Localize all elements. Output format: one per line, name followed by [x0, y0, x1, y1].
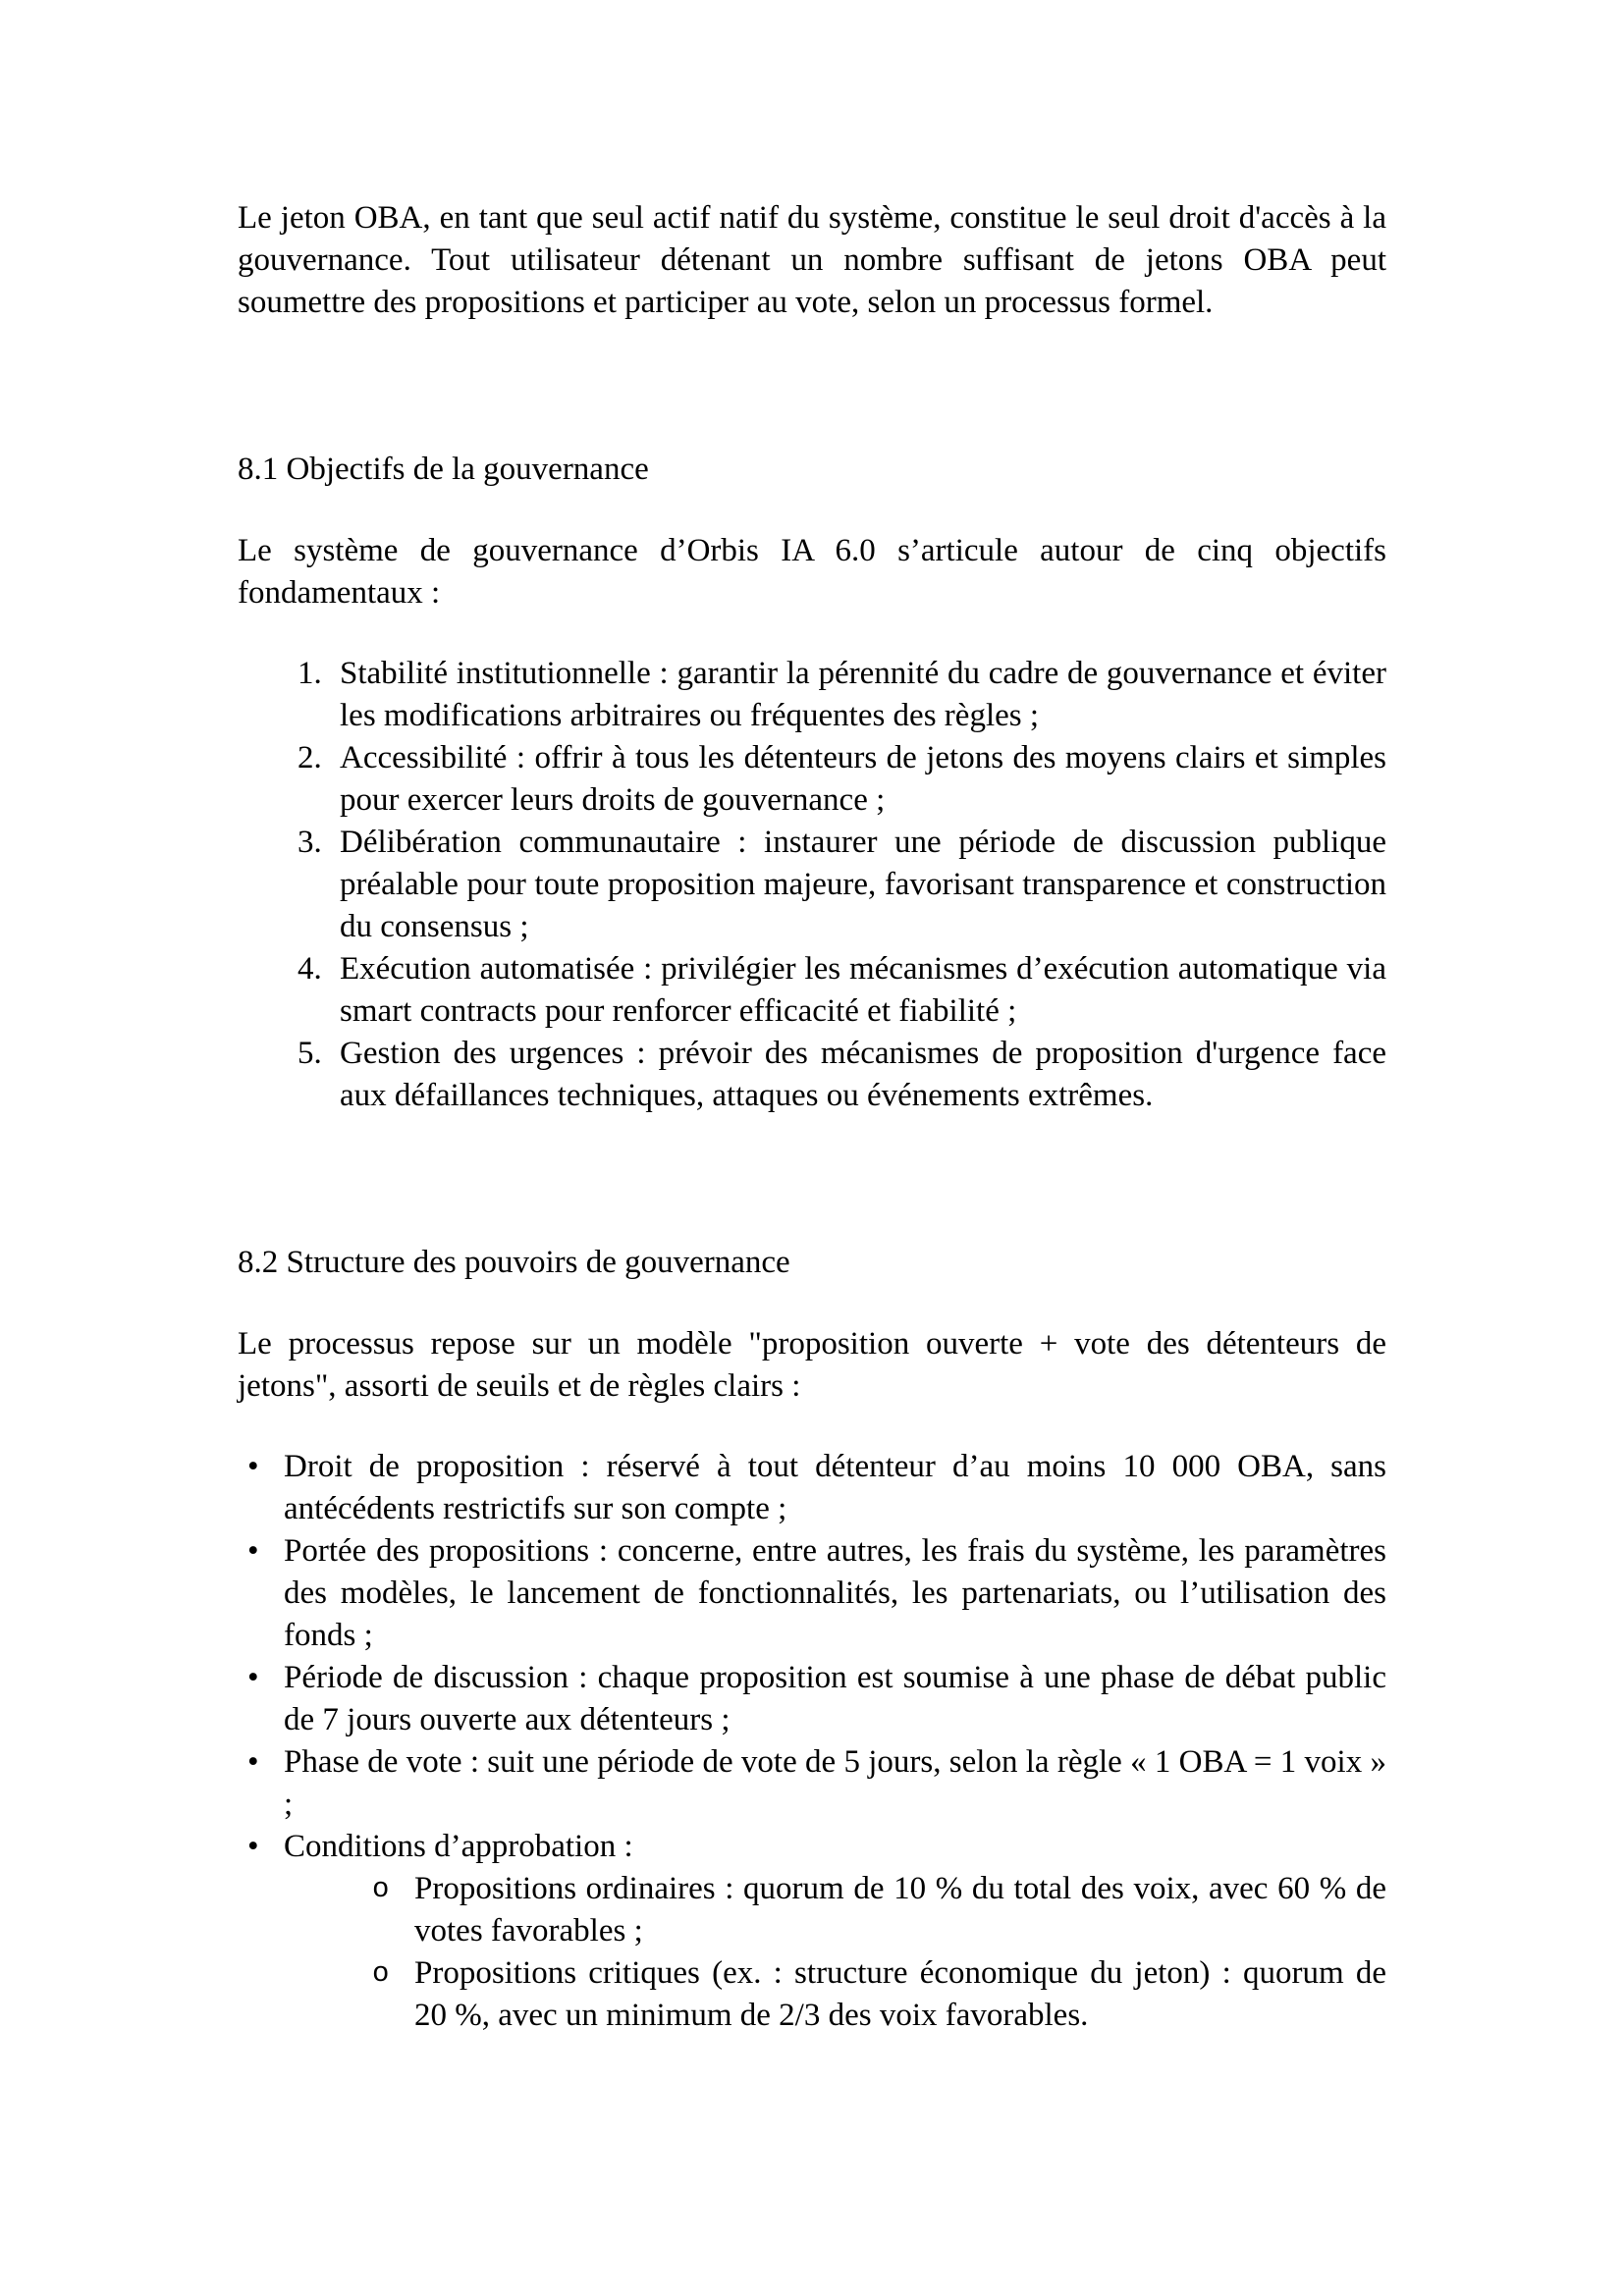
page-content	[238, 197, 1386, 2037]
list-item-text: Accessibilité : offrir à tous les détenteurs de jetons des moyens clairs et simples pour exercer leurs droits de gouvernance ;	[340, 740, 1386, 818]
list-item-text: Délibération communautaire : instaurer une période de discussion publique préalable pour toute proposition majeure, favorisant transparence et construction du consensus ;	[340, 825, 1386, 944]
list-item-text: Propositions critiques (ex. : structure économique du jeton) : quorum de 20 %, avec un minimum de 2/3 des voix favorables.	[414, 1955, 1386, 2033]
list-number: 1.	[298, 656, 322, 691]
list-item	[238, 948, 1386, 1033]
list-item	[238, 1657, 1386, 1741]
list-item-text: Gestion des urgences : prévoir des mécanismes de proposition d'urgence face aux défaillances techniques, attaques ou événements extrêmes.	[340, 1036, 1386, 1113]
bullet-icon: •	[247, 1449, 259, 1484]
list-item	[238, 1033, 1386, 1117]
list-item-text: Période de discussion : chaque proposition est soumise à une phase de débat public de 7 jours ouverte aux détenteurs ;	[284, 1660, 1386, 1737]
bullet-icon: •	[247, 1829, 259, 1864]
list-item	[238, 1446, 1386, 1530]
bullet-icon: •	[247, 1744, 259, 1780]
list-item-text: Phase de vote : suit une période de vote de 5 jours, selon la règle « 1 OBA = 1 voix » ;	[284, 1744, 1386, 1822]
sub-bullet-icon: o	[372, 1957, 390, 1990]
list-number: 3.	[298, 825, 322, 860]
section-8-2-intro: Le processus repose sur un modèle "proposition ouverte + vote des détenteurs de jetons", assorti de seuils et de règles clairs :	[238, 1326, 1386, 1404]
list-item-text: Propositions ordinaires : quorum de 10 % du total des voix, avec 60 % de votes favorables ;	[414, 1871, 1386, 1949]
list-number: 5.	[298, 1036, 322, 1071]
list-item	[238, 1826, 1386, 1868]
list-item-text: Conditions d’approbation :	[284, 1829, 633, 1864]
numbered-list-objectives	[238, 653, 1386, 1117]
section-heading-8-2: 8.2 Structure des pouvoirs de gouvernance	[238, 1245, 790, 1280]
bullet-icon: •	[247, 1660, 259, 1695]
sub-bullet-icon: o	[372, 1873, 390, 1905]
intro-paragraph: Le jeton OBA, en tant que seul actif natif du système, constitue le seul droit d'accès à la gouvernance. Tout utilisateur détenant un nombre suffisant de jetons OBA peut soumettre des propositions et participer au vote, selon un processus formel.	[238, 200, 1386, 320]
list-item	[238, 737, 1386, 822]
section-heading-8-1: 8.1 Objectifs de la gouvernance	[238, 452, 649, 487]
list-item-text: Stabilité institutionnelle : garantir la pérennité du cadre de gouvernance et éviter les modifications arbitraires ou fréquentes des règles ;	[340, 656, 1386, 733]
list-number: 2.	[298, 740, 322, 775]
section-8-1-intro: Le système de gouvernance d’Orbis IA 6.0 s’articule autour de cinq objectifs fondamentaux :	[238, 533, 1386, 611]
list-item	[238, 653, 1386, 737]
list-item	[238, 1530, 1386, 1657]
sub-list-item	[238, 1868, 1386, 1952]
list-item-text: Droit de proposition : réservé à tout détenteur d’au moins 10 000 OBA, sans antécédents restrictifs sur son compte ;	[284, 1449, 1386, 1526]
list-number: 4.	[298, 951, 322, 987]
list-item-text: Exécution automatisée : privilégier les mécanismes d’exécution automatique via smart contracts pour renforcer efficacité et fiabilité ;	[340, 951, 1386, 1029]
sub-list-item	[238, 1952, 1386, 2037]
list-item	[238, 1741, 1386, 1826]
bullet-icon: •	[247, 1533, 259, 1569]
list-item-text: Portée des propositions : concerne, entre autres, les frais du système, les paramètres des modèles, le lancement de fonctionnalités, les partenariats, ou l’utilisation des fonds ;	[284, 1533, 1386, 1653]
bullet-list-governance-rules	[238, 1446, 1386, 2037]
list-item	[238, 822, 1386, 948]
